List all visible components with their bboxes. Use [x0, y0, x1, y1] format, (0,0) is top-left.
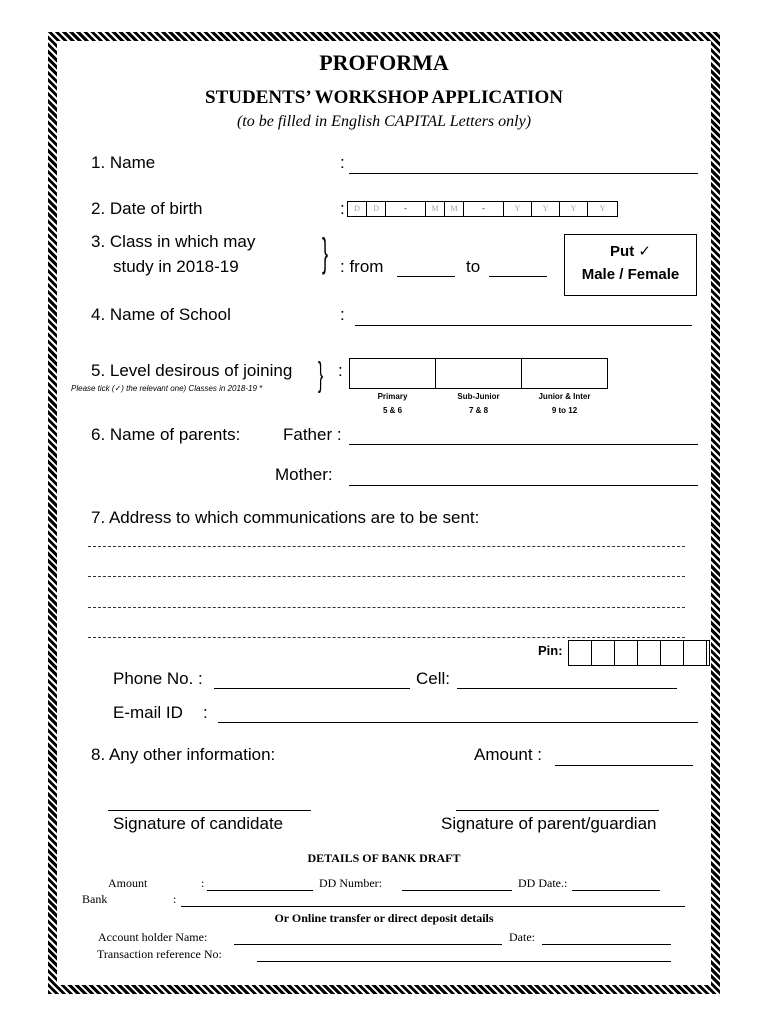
name-sep: : — [340, 153, 345, 172]
dd-number-label: DD Number: — [319, 876, 382, 890]
phone-field[interactable] — [214, 688, 410, 689]
online-transfer-heading: Or Online transfer or direct deposit details — [274, 911, 494, 925]
parent-signature-label: Signature of parent/guardian — [441, 814, 657, 833]
pin-label: Pin: — [538, 643, 563, 658]
parents-label: 6. Name of parents: — [91, 425, 241, 444]
level-label: 5. Level desirous of joining — [91, 361, 293, 380]
cell-field[interactable] — [457, 688, 677, 689]
level-option-primary[interactable] — [349, 358, 436, 389]
other-info-label: 8. Any other information: — [91, 745, 276, 764]
address-line-4[interactable] — [88, 637, 685, 638]
bank-amount-sep: : — [201, 876, 205, 890]
school-label: 4. Name of School — [91, 305, 231, 324]
candidate-signature-label: Signature of candidate — [113, 814, 284, 833]
level-option-name: Sub-Junior — [457, 392, 500, 401]
date-label: Date: — [509, 930, 535, 944]
account-holder-label: Account holder Name: — [98, 930, 208, 944]
cell-label: Cell: — [416, 669, 451, 688]
class-brace: } — [322, 231, 329, 275]
dob-cell: Y — [532, 202, 560, 216]
father-label: Father : — [283, 425, 342, 444]
bank-amount-label: Amount — [108, 876, 148, 890]
class-to-field[interactable] — [489, 276, 547, 277]
amount-field[interactable] — [555, 765, 693, 766]
dd-number-field[interactable] — [402, 890, 512, 891]
dob-field[interactable] — [347, 201, 618, 217]
address-label: 7. Address to which communications are to be sent: — [91, 508, 480, 527]
dob-cell: Y — [599, 204, 606, 213]
dob-cell: D — [348, 202, 367, 216]
dob-cell: M — [426, 202, 445, 216]
address-line-3[interactable] — [88, 607, 685, 608]
dob-label: 2. Date of birth — [91, 199, 203, 218]
level-option-sub-junior[interactable] — [435, 358, 522, 389]
class-label-line1: 3. Class in which may — [91, 232, 256, 251]
class-from-field[interactable] — [397, 276, 455, 277]
level-option-range: 7 & 8 — [468, 406, 489, 415]
dob-cell: Y — [504, 202, 532, 216]
dd-date-label: DD Date.: — [518, 876, 568, 890]
mother-label: Mother: — [275, 465, 333, 484]
address-line-1[interactable] — [88, 546, 685, 547]
pin-field[interactable] — [568, 640, 710, 666]
email-field[interactable] — [218, 722, 698, 723]
level-sep: : — [338, 361, 343, 380]
level-note: Please tick (✓) the relevant one) Classes in 2018-19 * — [71, 384, 263, 393]
dob-cell: Y — [560, 202, 588, 216]
transaction-field[interactable] — [257, 961, 671, 962]
dob-sep: : — [340, 199, 345, 218]
address-line-2[interactable] — [88, 576, 685, 577]
level-option-range: 5 & 6 — [382, 406, 403, 415]
bank-label: Bank — [82, 892, 108, 906]
date-field[interactable] — [542, 944, 671, 945]
class-to-label: to — [466, 257, 481, 276]
level-option-name: Junior & Inter — [538, 392, 591, 401]
bank-amount-field[interactable] — [207, 890, 313, 891]
email-sep: : — [203, 703, 208, 722]
parent-signature-line[interactable] — [456, 810, 659, 811]
level-option-range: 9 to 12 — [551, 406, 578, 415]
phone-label: Phone No. : — [113, 669, 203, 688]
account-holder-field[interactable] — [234, 944, 502, 945]
mother-field[interactable] — [349, 485, 698, 486]
name-label: 1. Name — [91, 153, 156, 172]
level-brace: } — [318, 356, 324, 394]
transaction-label: Transaction reference No: — [97, 947, 222, 961]
form-title: PROFORMA — [319, 50, 449, 75]
dob-cell: - — [464, 202, 504, 216]
form-instruction: (to be filled in English CAPITAL Letters only) — [236, 113, 532, 130]
dob-cell: D — [367, 202, 386, 216]
name-field[interactable] — [349, 173, 698, 174]
candidate-signature-line[interactable] — [108, 810, 311, 811]
gender-box-options: Male / Female — [581, 266, 680, 283]
bank-sep: : — [173, 892, 177, 906]
email-label: E-mail ID — [113, 703, 183, 722]
gender-box-put: Put ✓ — [610, 243, 651, 260]
class-from-label: : from — [340, 257, 384, 276]
school-field[interactable] — [355, 325, 692, 326]
bank-heading: DETAILS OF BANK DRAFT — [307, 851, 461, 865]
level-option-junior-inter[interactable] — [521, 358, 608, 389]
father-field[interactable] — [349, 444, 698, 445]
form-subtitle: STUDENTS’ WORKSHOP APPLICATION — [205, 87, 563, 108]
bank-name-field[interactable] — [181, 906, 685, 907]
level-option-name: Primary — [377, 392, 408, 401]
school-sep: : — [340, 305, 345, 324]
amount-label: Amount : — [474, 745, 543, 764]
dob-cell: - — [386, 202, 426, 216]
dob-cell: M — [445, 202, 464, 216]
class-label-line2: study in 2018-19 — [113, 257, 239, 276]
dd-date-field[interactable] — [572, 890, 660, 891]
